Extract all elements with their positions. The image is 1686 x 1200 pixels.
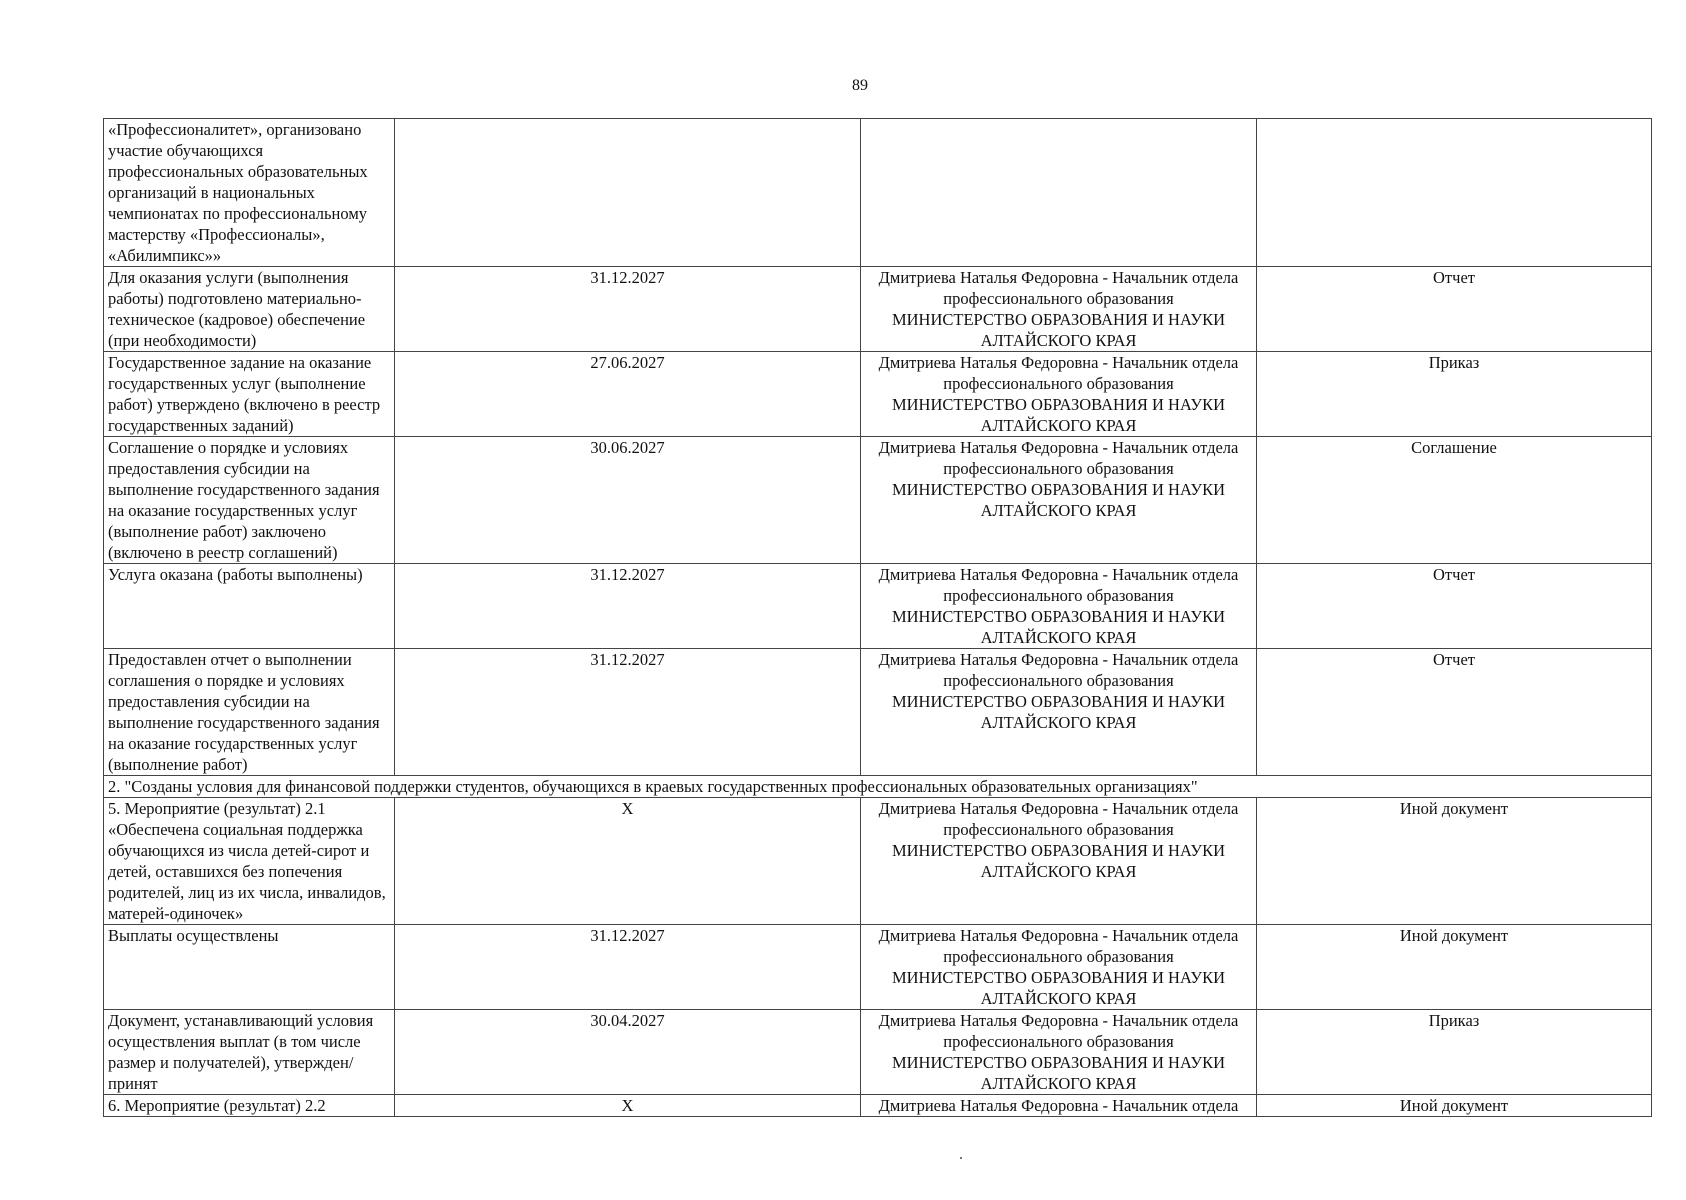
responsible-ministry: МИНИСТЕРСТВО ОБРАЗОВАНИЯ И НАУКИ (891, 1053, 1226, 1072)
result-description: Государственное задание на оказание государственных услуг (выполнение работ) утверждено (включено в реестр государственных заданий) (104, 352, 395, 437)
responsible-ministry: МИНИСТЕРСТВО ОБРАЗОВАНИЯ И НАУКИ (891, 692, 1226, 711)
document-type: Иной документ (1257, 1095, 1652, 1117)
responsible-ministry: МИНИСТЕРСТВО ОБРАЗОВАНИЯ И НАУКИ (891, 607, 1226, 626)
due-date: X (395, 1095, 861, 1117)
responsible-cell (861, 649, 1257, 776)
responsible-cell (861, 798, 1257, 925)
responsible-department: профессионального образования (943, 459, 1174, 478)
due-date: 31.12.2027 (395, 649, 861, 776)
due-date: 27.06.2027 (395, 352, 861, 437)
document-type: Приказ (1257, 352, 1652, 437)
result-description: Соглашение о порядке и условиях предоставления субсидии на выполнение государственного задания на оказание государственных услуг (выполнение работ) заключено (включено в реестр соглашений) (104, 437, 395, 564)
table-row (104, 1010, 1652, 1095)
plan-table (103, 118, 1652, 1117)
scan-speck (960, 1157, 962, 1159)
responsible-cell (861, 564, 1257, 649)
result-description: Документ, устанавливающий условия осуществления выплат (в том числе размер и получателей), утвержден/принят (104, 1010, 395, 1095)
result-description: Услуга оказана (работы выполнены) (104, 564, 395, 649)
table-row (104, 564, 1652, 649)
responsible-ministry: МИНИСТЕРСТВО ОБРАЗОВАНИЯ И НАУКИ (891, 968, 1226, 987)
responsible-cell (861, 1095, 1257, 1117)
table-row (104, 119, 1652, 267)
responsible-region: АЛТАЙСКОГО КРАЯ (980, 713, 1137, 732)
document-type (1257, 119, 1652, 267)
responsible-name: Дмитриева Наталья Федоровна - Начальник отдела (878, 926, 1239, 945)
table-row (104, 352, 1652, 437)
table-row (104, 267, 1652, 352)
responsible-cell (861, 437, 1257, 564)
responsible-name: Дмитриева Наталья Федоровна - Начальник отдела (878, 650, 1239, 669)
responsible-region: АЛТАЙСКОГО КРАЯ (980, 628, 1137, 647)
responsible-region: АЛТАЙСКОГО КРАЯ (980, 416, 1137, 435)
responsible-cell (861, 925, 1257, 1010)
responsible-region: АЛТАЙСКОГО КРАЯ (980, 501, 1137, 520)
responsible-name: Дмитриева Наталья Федоровна - Начальник отдела (878, 1096, 1239, 1115)
responsible-cell (861, 352, 1257, 437)
document-type: Отчет (1257, 564, 1652, 649)
document-type: Приказ (1257, 1010, 1652, 1095)
responsible-name: Дмитриева Наталья Федоровна - Начальник отдела (878, 1011, 1239, 1030)
responsible-cell (861, 267, 1257, 352)
responsible-region: АЛТАЙСКОГО КРАЯ (980, 862, 1137, 881)
due-date: 31.12.2027 (395, 925, 861, 1010)
result-description: 6. Мероприятие (результат) 2.2 (104, 1095, 395, 1117)
responsible-department: профессионального образования (943, 671, 1174, 690)
section-row (104, 776, 1652, 798)
responsible-cell (861, 119, 1257, 267)
responsible-ministry: МИНИСТЕРСТВО ОБРАЗОВАНИЯ И НАУКИ (891, 841, 1226, 860)
responsible-name: Дмитриева Наталья Федоровна - Начальник отдела (878, 799, 1239, 818)
responsible-department: профессионального образования (943, 1032, 1174, 1051)
table-row (104, 649, 1652, 776)
table-row (104, 437, 1652, 564)
responsible-department: профессионального образования (943, 289, 1174, 308)
due-date: 30.06.2027 (395, 437, 861, 564)
result-description: 5. Мероприятие (результат) 2.1 «Обеспечена социальная поддержка обучающихся из числа детей-сирот и детей, оставшихся без попечения родителей, лиц из их числа, инвалидов, матерей-одиночек» (104, 798, 395, 925)
responsible-name: Дмитриева Наталья Федоровна - Начальник отдела (878, 268, 1239, 287)
responsible-ministry: МИНИСТЕРСТВО ОБРАЗОВАНИЯ И НАУКИ (891, 310, 1226, 329)
due-date: X (395, 798, 861, 925)
responsible-department: профессионального образования (943, 820, 1174, 839)
responsible-name: Дмитриева Наталья Федоровна - Начальник отдела (878, 353, 1239, 372)
document-type: Соглашение (1257, 437, 1652, 564)
responsible-cell (861, 1010, 1257, 1095)
responsible-ministry: МИНИСТЕРСТВО ОБРАЗОВАНИЯ И НАУКИ (891, 480, 1226, 499)
responsible-region: АЛТАЙСКОГО КРАЯ (980, 1074, 1137, 1093)
page-number: 89 (852, 77, 868, 94)
due-date: 30.04.2027 (395, 1010, 861, 1095)
result-description: «Профессионалитет», организовано участие обучающихся профессиональных образовательных организаций в национальных чемпионатах по профессиональному мастерству «Профессионалы», «Абилимпикс»» (104, 119, 395, 267)
document-type: Отчет (1257, 267, 1652, 352)
responsible-region: АЛТАЙСКОГО КРАЯ (980, 989, 1137, 1008)
result-description: Выплаты осуществлены (104, 925, 395, 1010)
due-date: 31.12.2027 (395, 564, 861, 649)
result-description: Предоставлен отчет о выполнении соглашения о порядке и условиях предоставления субсидии на выполнение государственного задания на оказание государственных услуг (выполнение работ) (104, 649, 395, 776)
responsible-ministry: МИНИСТЕРСТВО ОБРАЗОВАНИЯ И НАУКИ (891, 395, 1226, 414)
table-row (104, 1095, 1652, 1117)
result-description: Для оказания услуги (выполнения работы) подготовлено материально-техническое (кадровое) обеспечение (при необходимости) (104, 267, 395, 352)
responsible-department: профессионального образования (943, 947, 1174, 966)
responsible-region: АЛТАЙСКОГО КРАЯ (980, 331, 1137, 350)
responsible-department: профессионального образования (943, 586, 1174, 605)
due-date (395, 119, 861, 267)
table-row (104, 925, 1652, 1010)
document-type: Иной документ (1257, 925, 1652, 1010)
table-row (104, 798, 1652, 925)
document-type: Отчет (1257, 649, 1652, 776)
document-type: Иной документ (1257, 798, 1652, 925)
responsible-name: Дмитриева Наталья Федоровна - Начальник отдела (878, 438, 1239, 457)
due-date: 31.12.2027 (395, 267, 861, 352)
responsible-name: Дмитриева Наталья Федоровна - Начальник отдела (878, 565, 1239, 584)
section-heading: 2. "Созданы условия для финансовой поддержки студентов, обучающихся в краевых государственных профессиональных образовательных организациях" (104, 776, 1652, 798)
responsible-department: профессионального образования (943, 374, 1174, 393)
